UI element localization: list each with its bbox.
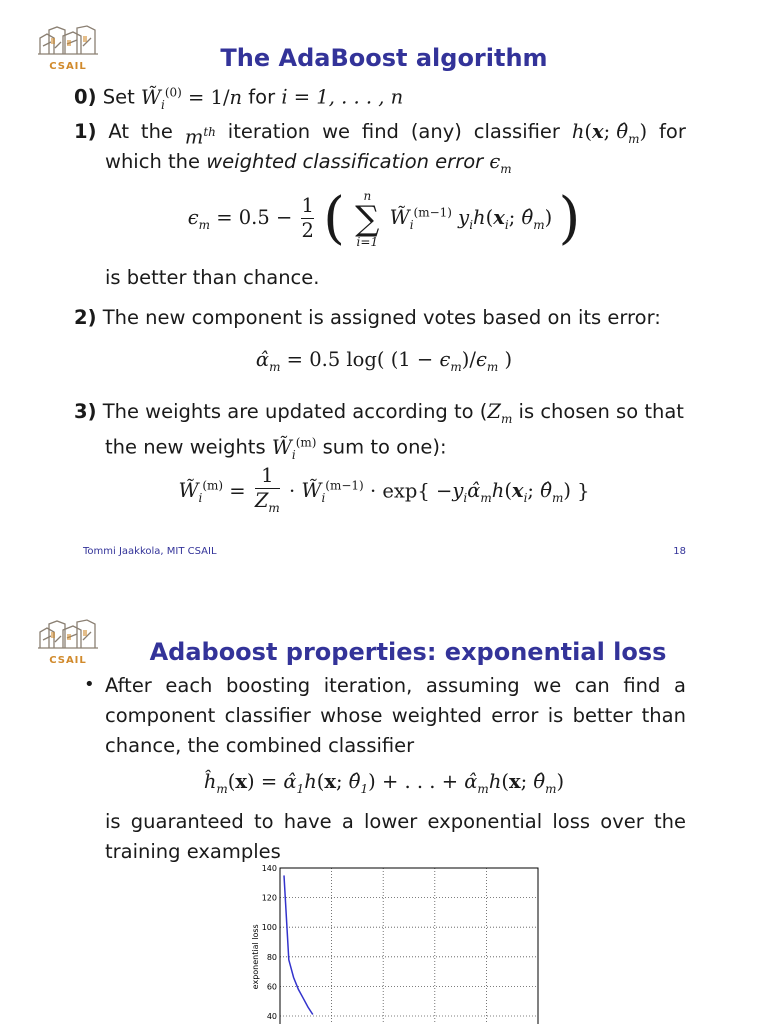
word: have xyxy=(283,810,332,833)
word: for xyxy=(659,120,686,143)
word: each xyxy=(165,674,213,697)
word: a xyxy=(341,810,354,833)
word: classifier xyxy=(224,704,311,727)
text: which the xyxy=(105,150,201,173)
word: whose xyxy=(320,704,383,727)
step-1-line-2 xyxy=(105,150,512,181)
step-text: Set xyxy=(102,85,135,109)
weight-init-formula: $W̃_i^{(0)} = 1/n$ xyxy=(140,85,243,112)
plot-frame xyxy=(280,868,538,1024)
word: guaranteed xyxy=(130,810,244,833)
error-symbol: $\epsilon_m$ xyxy=(489,150,512,176)
index-range: i = 1, . . . , n xyxy=(281,85,404,109)
y-tick-label: 40 xyxy=(266,1012,277,1021)
y-axis-label: exponential loss xyxy=(251,924,260,990)
word: loss xyxy=(552,810,591,833)
classifier-symbol: h(x; $\thetâ_m$) xyxy=(571,120,648,146)
word: weighted xyxy=(391,704,482,727)
word: After xyxy=(105,674,152,697)
y-tick-label: 60 xyxy=(266,982,277,992)
combined-classifier-equation: $ĥ_m(x)$ = $\alphâ_1h(x$; $\thetâ_1$) + . . . + $\alphâ_mh(x$; $\thetâ_m$) xyxy=(203,770,565,796)
weight-update-equation: $W̃_i^{(m)}$ = $\frac{1}{Z_m}$ · $W̃_i^{(m-1)} \cdot \exp${ $-y_i\alphâ_mh(x_i$; $\thetâ_m$) } xyxy=(0,464,768,522)
word: the xyxy=(140,120,173,143)
word: component xyxy=(105,704,216,727)
step-3-line-2 xyxy=(105,430,447,466)
text: the new weights xyxy=(105,435,266,459)
word: iteration, xyxy=(323,674,413,697)
word: we xyxy=(322,120,351,143)
step-number: 1) xyxy=(74,120,97,143)
word: boosting xyxy=(225,674,311,697)
word: a xyxy=(673,674,686,697)
word: iteration xyxy=(227,120,311,143)
slide-title: Adaboost properties: exponential loss xyxy=(149,638,667,666)
word: can xyxy=(574,674,610,697)
bullet-icon: • xyxy=(84,674,95,695)
word: we xyxy=(533,674,562,697)
alpha-equation: $\alphâ_m = 0.5$ log( $(1 - \epsilon_m)/\epsilon_m$ ) xyxy=(255,348,513,374)
step-2 xyxy=(74,306,661,330)
exponential-loss-chart xyxy=(0,864,768,1024)
text: sum to one): xyxy=(316,435,447,459)
slide-title: The AdaBoost algorithm xyxy=(220,44,548,72)
step-0 xyxy=(74,80,403,116)
word: to xyxy=(254,810,274,833)
emphasis-text: weighted classification error xyxy=(206,150,484,173)
bullet-line-1 xyxy=(105,674,686,698)
word: over xyxy=(600,810,644,833)
step-number: 2) xyxy=(74,306,97,329)
y-tick-label: 100 xyxy=(261,923,277,933)
word: better xyxy=(572,704,633,727)
step-number: 3) xyxy=(74,400,97,423)
footer-author: Tommi Jaakkola, MIT CSAIL xyxy=(83,546,217,557)
step-1-line-1 xyxy=(74,120,686,151)
word: assuming xyxy=(425,674,520,697)
word: the xyxy=(653,810,686,833)
step-number: 0) xyxy=(74,85,97,109)
step-1-after: is better than chance. xyxy=(105,266,320,289)
y-tick-label: 140 xyxy=(261,864,277,873)
weight-symbol: $W̃_i^{(m)}$ xyxy=(271,435,317,462)
word: find xyxy=(623,674,661,697)
loss-curve xyxy=(284,875,313,1014)
bullet-line-2 xyxy=(105,704,686,728)
step-text: for xyxy=(248,85,276,109)
word: classifier xyxy=(473,120,560,143)
y-tick-label: 120 xyxy=(261,893,277,903)
word: At xyxy=(108,120,130,143)
step-text: is chosen so that xyxy=(512,400,684,423)
normalizer-symbol: $Z_m$ xyxy=(487,400,513,426)
word: lower xyxy=(364,810,418,833)
word: error xyxy=(491,704,539,727)
y-tick-label: 80 xyxy=(266,952,277,962)
word: (any) xyxy=(410,120,462,143)
word: is xyxy=(547,704,564,727)
step-3-line-1 xyxy=(74,400,684,431)
logo-text: CSAIL xyxy=(49,61,87,72)
word: find xyxy=(361,120,399,143)
after-line-2: training examples xyxy=(105,840,281,863)
step-text: The weights are updated according to ( xyxy=(102,400,488,423)
word: than xyxy=(641,704,686,727)
word: is xyxy=(105,810,121,833)
slide-2 xyxy=(0,580,768,1024)
step-text: The new component is assigned votes based on its error: xyxy=(102,306,661,329)
error-equation: $\epsilon_m = 0.5$ − $\frac{1}{2}$ ( n ∑ i=1 $W̃_i^{(m-1)}$ $y_ih(x_i$; $\thetâ_m$) ) xyxy=(187,186,581,251)
page-number: 18 xyxy=(673,546,686,557)
word: exponential xyxy=(427,810,543,833)
bullet-line-3: chance, the combined classifier xyxy=(105,734,415,757)
after-line-1 xyxy=(105,810,686,834)
logo-text: CSAIL xyxy=(49,655,87,666)
iteration-symbol: $m^{th}$ xyxy=(184,125,216,149)
